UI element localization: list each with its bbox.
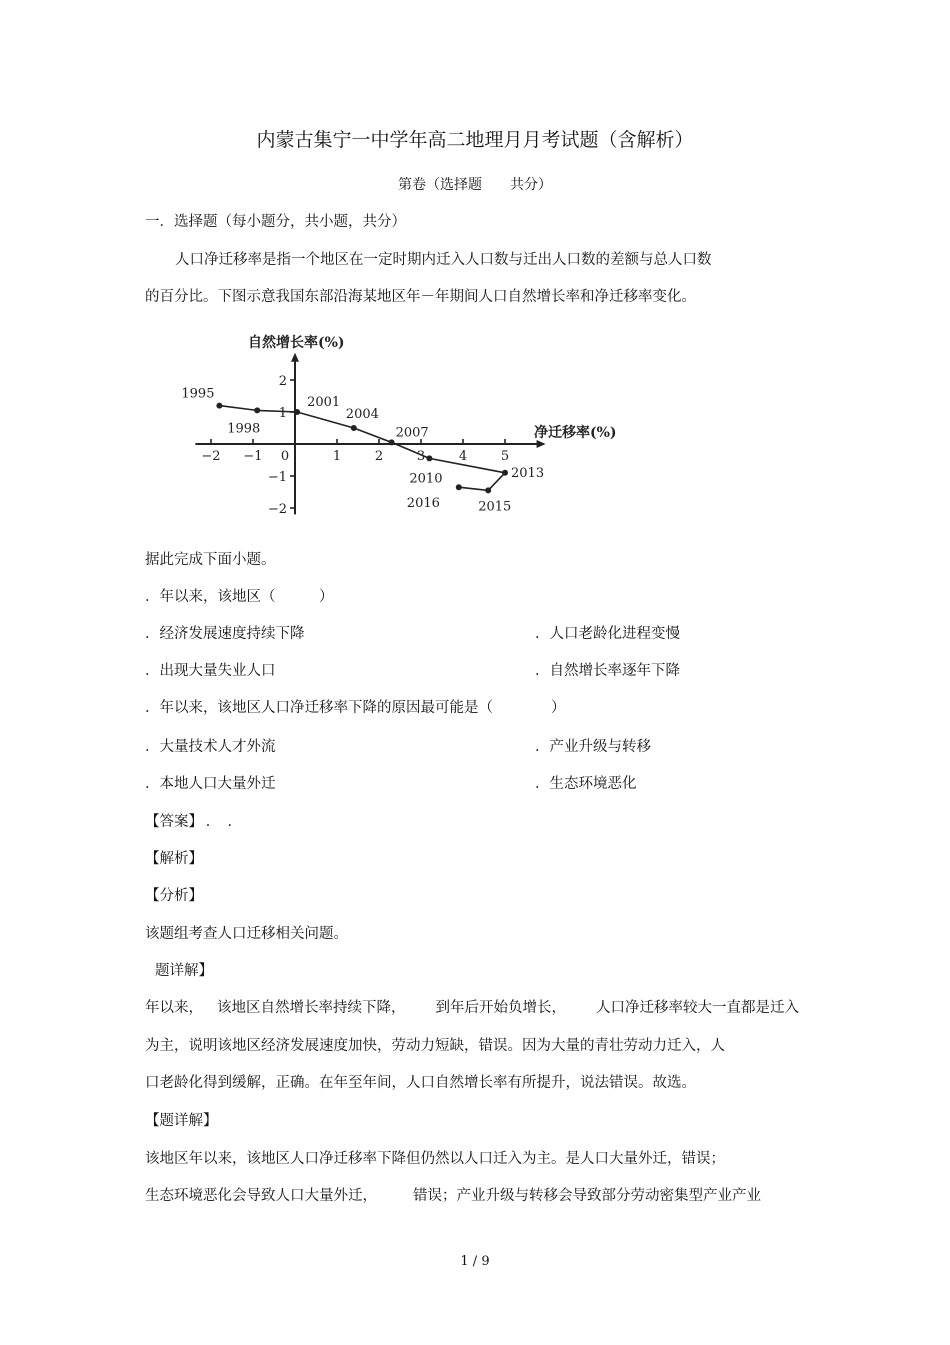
detail-1-label: 题详解】 xyxy=(155,963,213,979)
volume-heading: 第卷（选择题 共分） xyxy=(398,177,552,193)
data-point xyxy=(216,403,222,409)
x-axis-label: 净迁移率(%) xyxy=(534,425,617,441)
data-point xyxy=(456,484,462,490)
x-tick-label: 4 xyxy=(458,449,468,464)
detail-1-line-3: 口老龄化得到缓解，正确。在年至年间，人口自然增长率有所提升，说法错误。故选。 xyxy=(145,1075,696,1091)
question-1-option-b[interactable]: ．人口老龄化进程变慢 xyxy=(535,626,680,642)
point-label: 2001 xyxy=(307,395,341,410)
page-number: 1 / 9 xyxy=(460,1254,490,1269)
data-point xyxy=(485,487,491,493)
question-2-stem: ．年以来，该地区人口净迁移率下降的原因最可能是（ ） xyxy=(145,700,566,716)
answer-label: 【答案】 xyxy=(145,814,196,830)
answer-line xyxy=(145,812,242,832)
x-axis-arrow xyxy=(537,440,546,448)
instruction: 据此完成下面小题。 xyxy=(145,552,276,568)
detail-2-label: 【题详解】 xyxy=(145,1113,218,1129)
question-1-option-c[interactable]: ．出现大量失业人口 xyxy=(145,663,276,679)
point-label: 2016 xyxy=(406,496,440,512)
x-tick-label: 1 xyxy=(332,449,342,464)
x-tick-label: 5 xyxy=(500,449,510,464)
section-heading: 一．选择题（每小题分，共小题，共分） xyxy=(145,214,406,230)
x-tick-label: 0 xyxy=(280,449,290,464)
detail-2-line-2 xyxy=(145,1186,761,1206)
point-label: 2013 xyxy=(511,465,545,481)
detail-2-line-1: 该地区年以来，该地区人口净迁移率下降但仍然以人口迁入为主。是人口大量外迁，错误； xyxy=(145,1151,725,1167)
analysis-label: 【解析】 xyxy=(145,851,203,867)
data-point xyxy=(294,409,300,415)
question-2-option-a[interactable]: ．大量技术人才外流 xyxy=(145,739,276,755)
y-axis-arrow xyxy=(291,353,299,362)
y-tick-label: 2 xyxy=(278,374,287,389)
question-1-stem: ．年以来，该地区（ ） xyxy=(145,589,334,605)
detail-1-seg: 到年后开始负增长， xyxy=(435,1000,566,1016)
x-tick-label: 3 xyxy=(416,449,426,464)
fenxi-text: 该题组考查人口迁移相关问题。 xyxy=(145,926,348,942)
intro-line-2: 的百分比。下图示意我国东部沿海某地区年－年期间人口自然增长率和净迁移率变化。 xyxy=(145,289,696,305)
fenxi-label: 【分析】 xyxy=(145,888,203,904)
data-point xyxy=(351,425,357,431)
y-axis-label: 自然增长率(%) xyxy=(248,335,345,351)
x-tick-label: −1 xyxy=(243,449,263,464)
page-title: 内蒙古集宁一中学年高二地理月月考试题（含解析） xyxy=(256,129,694,151)
question-2-option-b[interactable]: ．产业升级与转移 xyxy=(535,739,651,755)
detail-1-line-2: 为主，说明该地区经济发展速度加快，劳动力短缺，错误。因为大量的青壮劳动力迁入，人 xyxy=(145,1038,725,1054)
y-tick-label: −2 xyxy=(267,502,287,517)
question-2-option-c[interactable]: ．本地人口大量外迁 xyxy=(145,776,276,792)
point-label: 2010 xyxy=(409,471,443,487)
question-1-option-a[interactable]: ．经济发展速度持续下降 xyxy=(145,626,305,642)
x-tick-label: 2 xyxy=(374,449,384,464)
question-2-option-d[interactable]: ．生态环境恶化 xyxy=(535,776,637,792)
x-tick-label: −2 xyxy=(201,449,221,464)
detail-2-seg: 错误；产业升级与转移会导致部分劳动密集型产业产业 xyxy=(413,1188,761,1204)
point-label: 2007 xyxy=(395,425,429,441)
y-tick-label: 1 xyxy=(278,406,287,421)
intro-line-1: 人口净迁移率是指一个地区在一定时期内迁入人口数与迁出人口数的差额与总人口数 xyxy=(175,252,712,268)
point-label: 1995 xyxy=(181,386,215,402)
detail-1-seg: 年以来， xyxy=(145,1000,203,1016)
y-tick-label: −1 xyxy=(267,470,287,485)
point-label: 2004 xyxy=(345,407,379,422)
data-point xyxy=(389,439,395,445)
detail-1-seg: 人口净迁移率较大一直都是迁入 xyxy=(596,1000,799,1016)
point-label: 2015 xyxy=(478,499,512,515)
question-1-option-d[interactable]: ．自然增长率逐年下降 xyxy=(535,663,680,679)
data-point xyxy=(502,470,508,476)
data-point xyxy=(254,407,260,413)
answer-value: ． ． xyxy=(205,814,242,830)
point-label: 1998 xyxy=(227,421,261,437)
data-point xyxy=(426,455,432,461)
population-chart xyxy=(180,325,617,525)
detail-2-seg: 生态环境恶化会导致人口大量外迁， xyxy=(145,1188,377,1204)
detail-1-line-1 xyxy=(145,998,799,1018)
detail-1-seg: 该地区自然增长率持续下降， xyxy=(217,1000,406,1016)
